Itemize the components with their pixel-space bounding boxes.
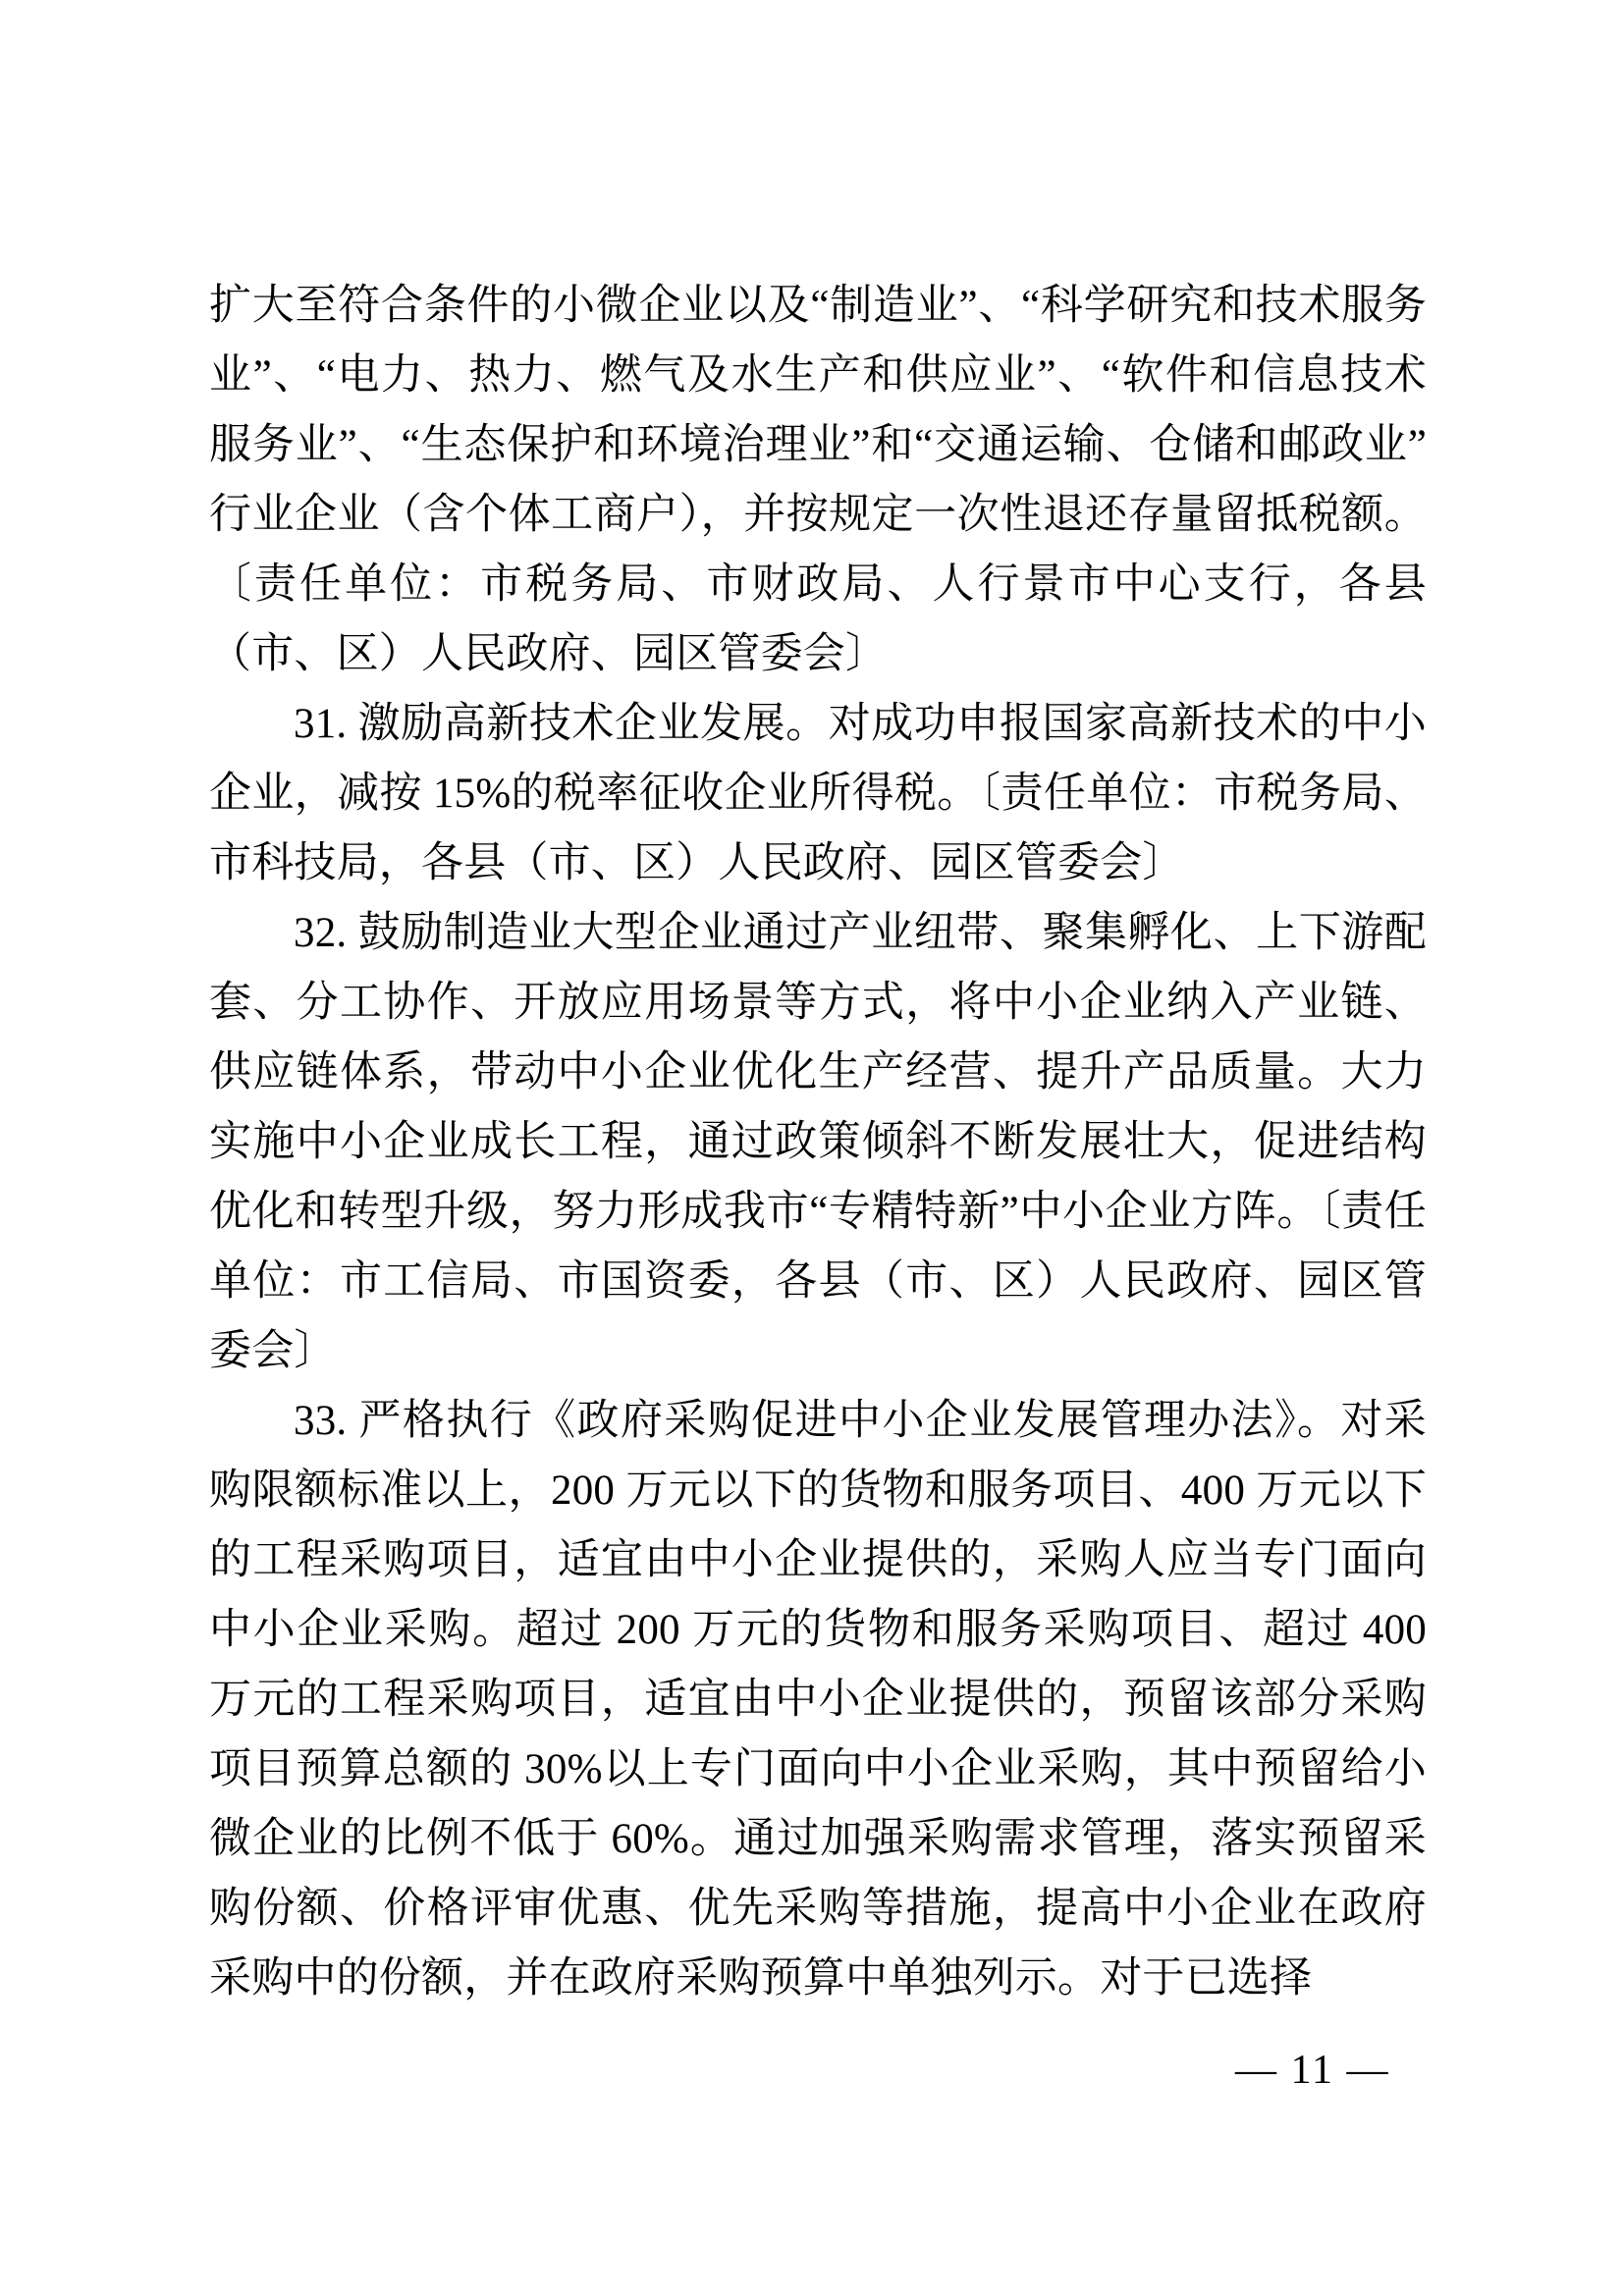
paragraph-item-33: 33. 严格执行《政府采购促进中小企业发展管理办法》。对采购限额标准以上，200 万元以下的货物和服务项目、400 万元以下的工程采购项目，适宜由中小企业提供的，采购人应当专门面向中小企业采购。超过 200 万元的货物和服务采购项目、超过 400 万元的工程采购项目，适宜由中小企业提供的，预留该部分采购项目预算总额的 30%以上专门面向中小企业采购，其中预留给小微企业的比例不低于 60%。通过加强采购需求管理，落实预留采购份额、价格评审优惠、优先采购等措施，提高中小企业在政府采购中的份额，并在政府采购预算中单独列示。对于已选择 [209,1398,1427,2002]
paragraph-continuation: 扩大至符合条件的小微企业以及“制造业”、“科学研究和技术服务业”、“电力、热力、燃气及水生产和供应业”、“软件和信息技术服务业”、“生态保护和环境治理业”和“交通运输、仓储和邮政业”行业企业（含个体工商户），并按规定一次性退还存量留抵税额。〔责任单位：市税务局、市财政局、人行景市中心支行，各县（市、区）人民政府、园区管委会〕 [209,283,1427,677]
paragraph-item-31: 31. 激励高新技术企业发展。对成功申报国家高新技术的中小企业，减按 15%的税率征收企业所得税。〔责任单位：市税务局、市科技局，各县（市、区）人民政府、园区管委会〕 [209,701,1427,886]
document-body [209,271,1427,2013]
paragraph-item-32: 32. 鼓励制造业大型企业通过产业纽带、聚集孵化、上下游配套、分工协作、开放应用场景等方式，将中小企业纳入产业链、供应链体系，带动中小企业优化生产经营、提升产品质量。大力实施中小企业成长工程，通过政策倾斜不断发展壮大，促进结构优化和转型升级，努力形成我市“专精特新”中小企业方阵。〔责任单位：市工信局、市国资委，各县（市、区）人民政府、园区管委会〕 [209,910,1427,1374]
page-number: — 11 — [1235,2048,1390,2093]
